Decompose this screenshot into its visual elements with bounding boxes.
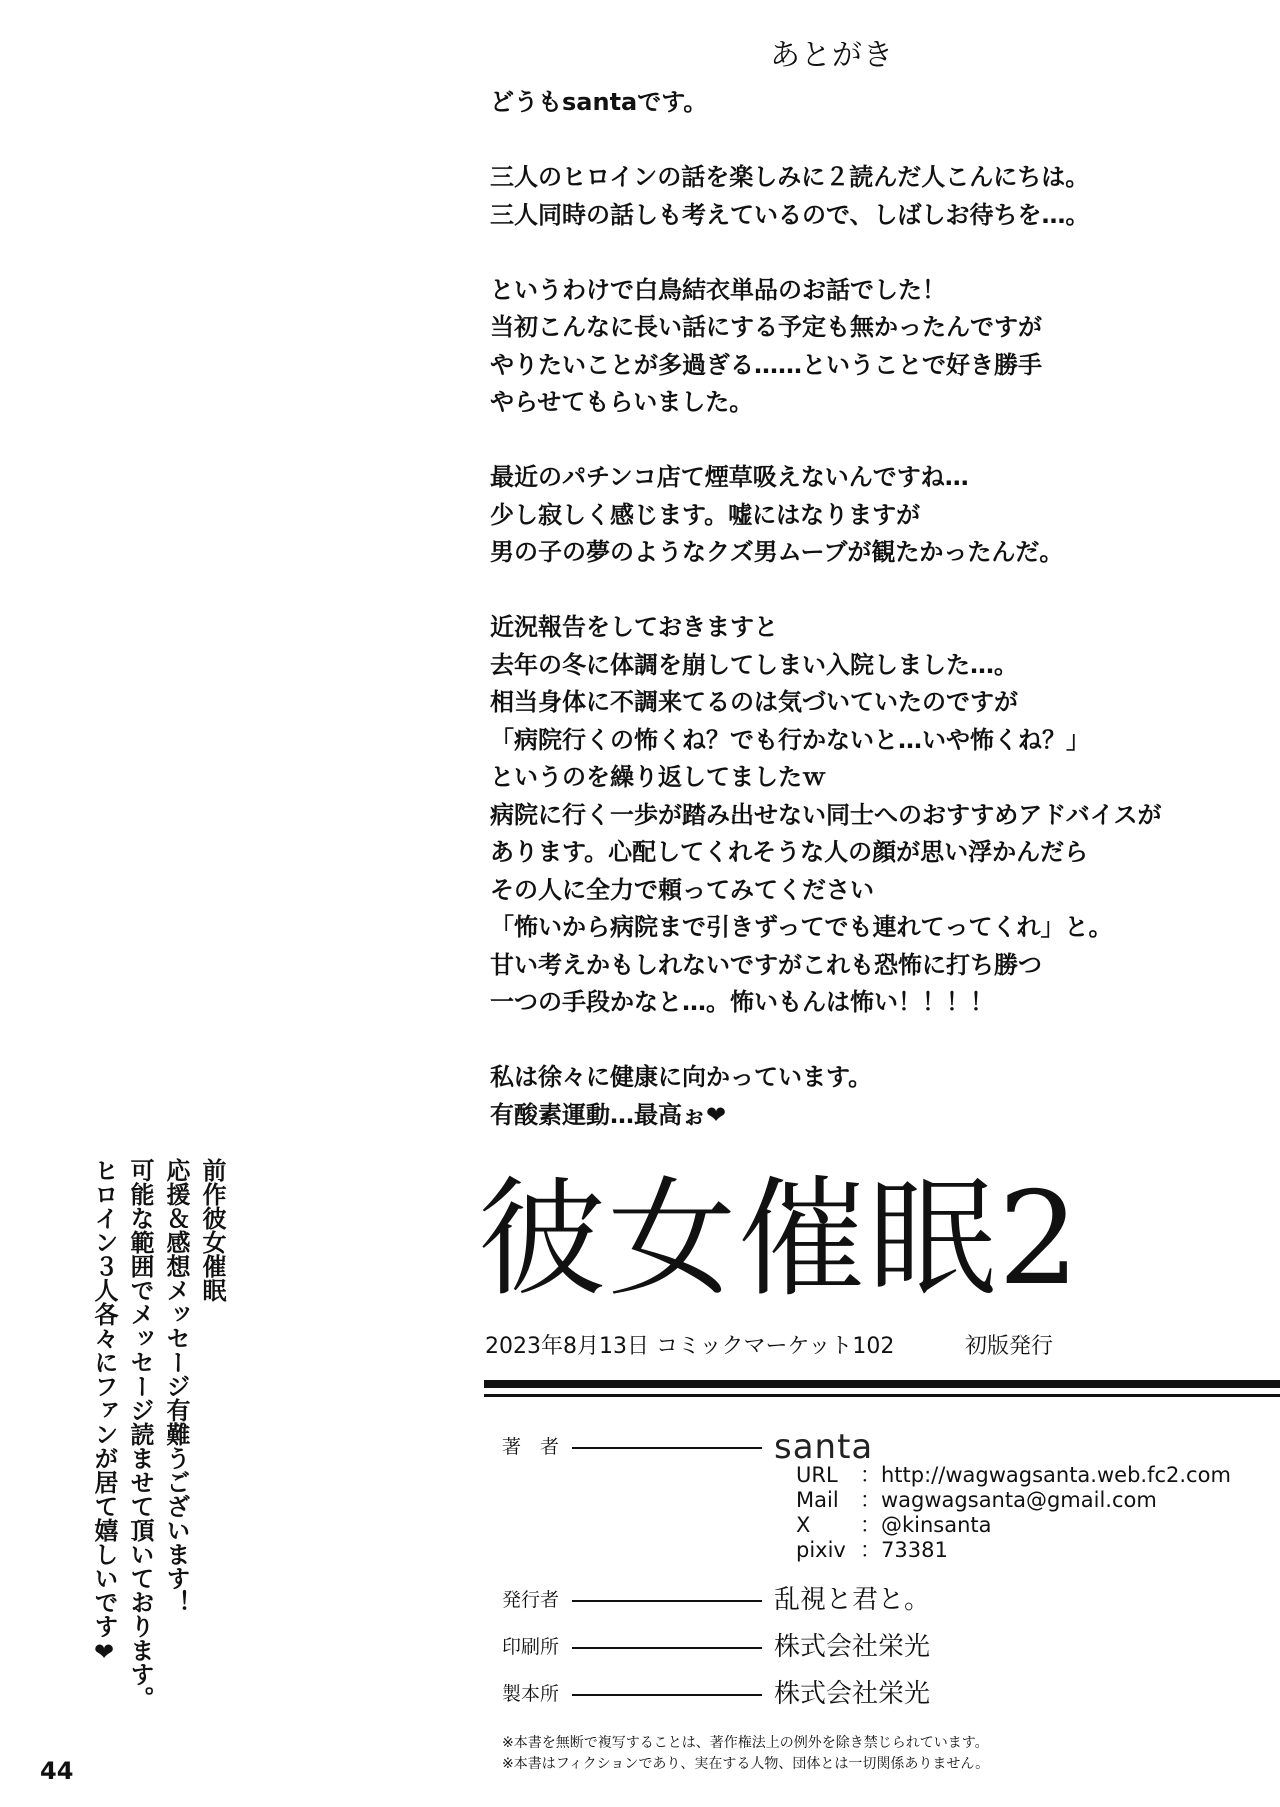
- afterword-line: 三人同時の話しも考えているので、しばしお待ちを…。: [490, 200, 1090, 229]
- contact-key: pixiv: [796, 1538, 846, 1562]
- page-number: 44: [40, 1757, 74, 1785]
- afterword-title: あとがき: [770, 38, 894, 73]
- paragraph-gap: [490, 122, 1250, 160]
- legal-notices: [502, 1733, 989, 1775]
- afterword-line: 「怖いから病院まで引きずってでも連れてってくれ」と。: [490, 913, 1113, 941]
- afterword-line: というのを繰り返してましたｗ: [490, 763, 826, 791]
- contact-value: ：wagwagsanta@gmail.com: [860, 1488, 1157, 1512]
- author-name: santa: [774, 1427, 874, 1467]
- contact-key: X: [796, 1513, 811, 1537]
- binder-name: 株式会社栄光: [774, 1679, 931, 1709]
- book-title: 彼女催眠2: [478, 1165, 1082, 1314]
- legal-notice: ※本書を無断で複写することは、著作権法上の例外を除き禁じられています。: [502, 1735, 989, 1751]
- afterword-line: 病院に行く一歩が踏み出せない同士へのおすすめアドバイスが: [490, 800, 1162, 829]
- afterword-line: 私は徐々に健康に向かっています。: [490, 1063, 873, 1091]
- binder-label: 製本所: [502, 1683, 560, 1705]
- afterword-line: あります。心配してくれそうな人の顔が思い浮かんだら: [490, 838, 1089, 866]
- afterword-body: [490, 84, 1250, 1134]
- contact-value: ：http://wagwagsanta.web.fc2.com: [860, 1463, 1231, 1487]
- contact-key: URL: [796, 1463, 838, 1487]
- afterword-line: 少し寂しく感じます。嘘にはなりますが: [490, 500, 921, 529]
- paragraph-gap: [490, 234, 1250, 272]
- thin-rule: [484, 1394, 1280, 1397]
- afterword-line: 去年の冬に体調を崩してしまい入院しました…。: [490, 650, 1018, 679]
- vertical-note-line: 前作彼女催眠: [198, 1158, 226, 1302]
- afterword-line: その人に全力で頼ってみてください: [490, 875, 874, 904]
- vertical-note-line: 応援＆感想メッセージ有難うございます！: [162, 1158, 190, 1614]
- afterword-line: 有酸素運動…最高ぉ❤: [490, 1100, 727, 1129]
- vertical-note-line: ヒロイン３人各々にファンが居て嬉しいです❤: [90, 1158, 118, 1666]
- afterword-line: 甘い考えかもしれないですがこれも恐怖に打ち勝つ: [490, 950, 1042, 979]
- leader-line: [572, 1600, 762, 1602]
- afterword-line: やりたいことが多過ぎる……ということで好き勝手: [490, 350, 1042, 379]
- edition-label: 初版発行: [965, 1334, 1054, 1359]
- contact-value: ：@kinsanta: [860, 1513, 992, 1537]
- leader-line: [572, 1647, 762, 1649]
- contact-key: Mail: [796, 1488, 839, 1512]
- author-label: 著 者: [502, 1436, 560, 1458]
- afterword-line: どうもsantaです。: [490, 88, 708, 116]
- paragraph-gap: [490, 422, 1250, 460]
- event-date: 2023年8月13日 コミックマーケット102: [485, 1334, 895, 1359]
- printer-name: 株式会社栄光: [774, 1632, 931, 1662]
- publisher-name: 乱視と君と。: [774, 1585, 931, 1615]
- contact-value: ：73381: [860, 1538, 948, 1562]
- thick-rule: [484, 1380, 1280, 1388]
- vertical-notes: [85, 1158, 230, 1718]
- paragraph-gap: [490, 572, 1250, 610]
- legal-notice: ※本書はフィクションであり、実在する人物、団体とは一切関係ありません。: [502, 1756, 990, 1772]
- vertical-note-line: 可能な範囲でメッセージ読ませて頂いております。: [126, 1158, 154, 1710]
- afterword-line: 三人のヒロインの話を楽しみに２読んだ人こんにちは。: [490, 163, 1090, 191]
- afterword-line: やらせてもらいました。: [490, 388, 754, 416]
- paragraph-gap: [490, 1022, 1250, 1060]
- afterword-line: 「病院行くの怖くね？でも行かないと…いや怖くね？」: [490, 725, 1090, 754]
- afterword-line: 一つの手段かなと…。怖いもんは怖い！！！！: [490, 988, 994, 1016]
- publisher-label: 発行者: [502, 1589, 560, 1611]
- afterword-line: 最近のパチンコ店て煙草吸えないんですね…: [490, 463, 969, 491]
- afterword-line: 近況報告をしておきますと: [490, 613, 778, 641]
- afterword-line: というわけで白鳥結衣単品のお話でした！: [490, 275, 946, 304]
- leader-line: [572, 1694, 762, 1696]
- printer-label: 印刷所: [502, 1636, 560, 1658]
- afterword-line: 相当身体に不調来てるのは気づいていたのですが: [490, 688, 1018, 716]
- afterword-line: 当初こんなに長い話にする予定も無かったんですが: [490, 313, 1042, 341]
- afterword-line: 男の子の夢のようなクズ男ムーブが観たかったんだ。: [490, 538, 1064, 566]
- leader-line: [572, 1447, 762, 1449]
